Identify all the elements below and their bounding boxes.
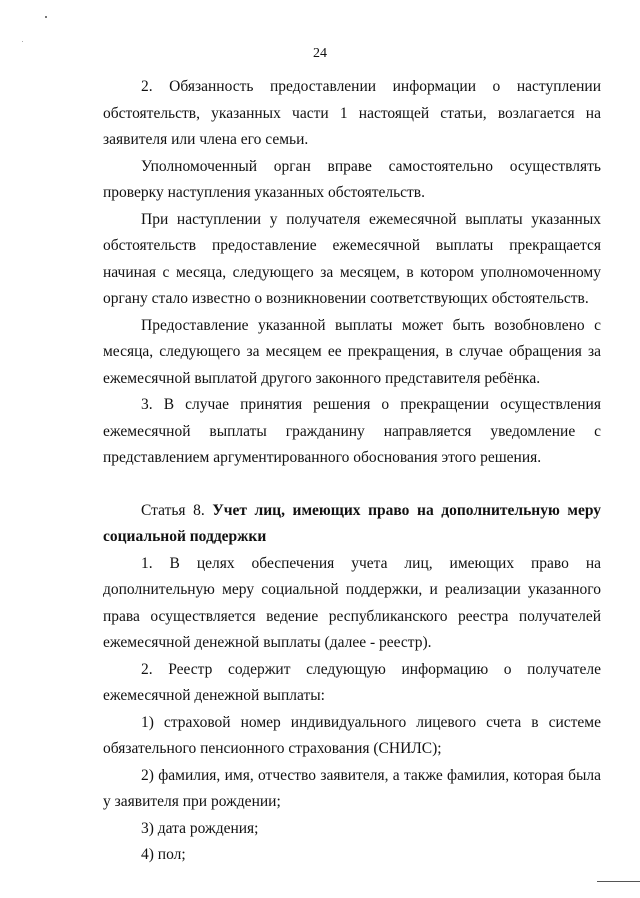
article-title: Учет лиц, имеющих право на дополнительную меру социальной поддержки <box>103 501 601 545</box>
section-gap <box>103 472 601 498</box>
list-item-full-name: 2) фамилия, имя, отчество заявителя, а также фамилия, которая была у заявителя при рождении; <box>103 766 601 810</box>
paragraph-notification: 3. В случае принятия решения о прекращении осуществления ежемесячной выплаты гражданину направляется уведомление с представлением аргументированного обоснования этого решения. <box>103 396 601 466</box>
scan-edge-line <box>597 881 640 882</box>
list-item-snils: 1) страховой номер индивидуального лицевого счета в системе обязательного пенсионного страхования (СНИЛС); <box>103 713 601 757</box>
scan-speck <box>22 41 23 42</box>
page-number: 24 <box>313 46 327 61</box>
document-body <box>103 74 601 869</box>
article-heading <box>103 498 601 551</box>
article-number: Статья 8. <box>141 501 205 519</box>
paragraph-resumption: Предоставление указанной выплаты может быть возобновлено с месяца, следующего за месяцем ее прекращения, в случае обращения за ежемесячной выплатой другого законного представителя ребёнка. <box>103 316 601 387</box>
paragraph-registry-purpose: 1. В целях обеспечения учета лиц, имеющих право на дополнительную меру социальной поддержки, и реализации указанного права осуществляется ведение республиканского реестра получателей ежемесячной денежной выплаты (далее - реестр). <box>103 554 601 651</box>
paragraph-registry-contents: 2. Реестр содержит следующую информацию о получателе ежемесячной денежной выплаты: <box>103 660 601 704</box>
list-item-sex: 4) пол; <box>141 846 186 863</box>
scan-speck <box>45 16 47 18</box>
paragraph-termination: При наступлении у получателя ежемесячной выплаты указанных обстоятельств предоставление ежемесячной выплаты прекращается начиная с месяца, следующего за месяцем, в котором уполномоченному органу стало известно о возникновении соответствующих обстоятельств. <box>103 210 601 307</box>
paragraph-verification: Уполномоченный орган вправе самостоятельно осуществлять проверку наступления указанных обстоятельств. <box>103 157 601 201</box>
paragraph-obligation: 2. Обязанность предоставлении информации о наступлении обстоятельств, указанных части 1 настоящей статьи, возлагается на заявителя или члена его семьи. <box>103 78 601 148</box>
list-item-birth-date: 3) дата рождения; <box>141 819 259 837</box>
